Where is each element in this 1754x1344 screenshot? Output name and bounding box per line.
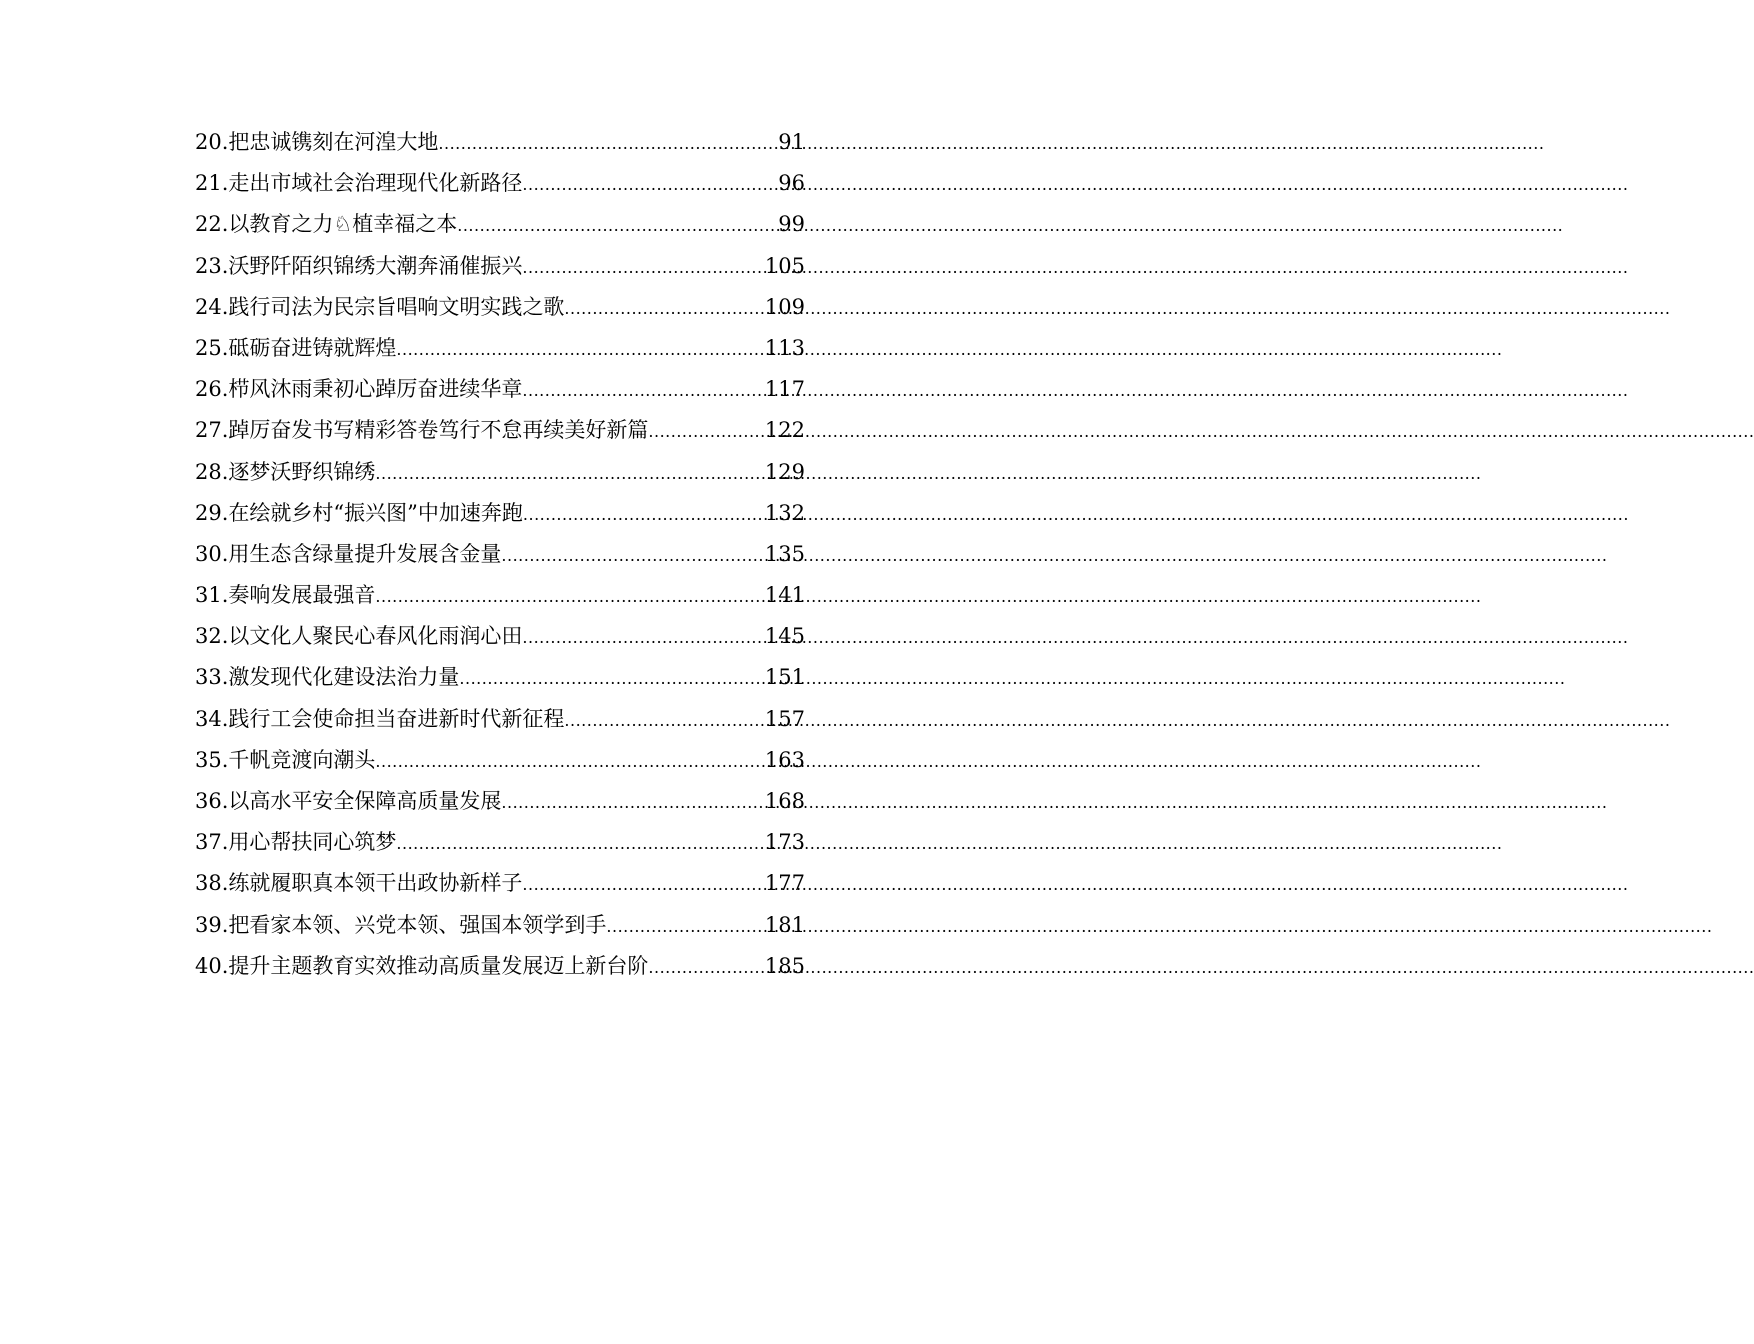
toc-entry[interactable] bbox=[195, 204, 805, 245]
toc-entry-title: 逐梦沃野织锦绣 bbox=[228, 459, 376, 484]
toc-entry-title: 沃野阡陌织锦绣大潮奔涌催振兴 bbox=[228, 253, 523, 278]
toc-entry-number: 30. bbox=[195, 541, 229, 566]
toc-entry-page: 132 bbox=[764, 500, 805, 525]
toc-dot-leader bbox=[648, 411, 765, 452]
toc-entry-page: 145 bbox=[764, 624, 805, 649]
toc-entry-number: 31. bbox=[195, 583, 229, 608]
toc-entry-number: 38. bbox=[195, 871, 229, 896]
toc-entry-title: 走出市域社会治理现代化新路径 bbox=[228, 171, 523, 196]
toc-entry-number: 32. bbox=[195, 624, 229, 649]
toc-dot-leader bbox=[522, 164, 778, 205]
toc-dot-leader bbox=[501, 782, 765, 823]
toc-entry-number: 25. bbox=[195, 335, 229, 360]
toc-dot-leader bbox=[522, 370, 765, 411]
toc-entry-number: 21. bbox=[195, 171, 229, 196]
toc-entry-page: 141 bbox=[764, 583, 805, 608]
toc-entry[interactable] bbox=[195, 905, 805, 946]
toc-entry-title: 踔厉奋发书写精彩答卷笃行不怠再续美好新篇 bbox=[228, 418, 649, 443]
toc-entry[interactable] bbox=[195, 287, 805, 328]
toc-entry-page: 105 bbox=[764, 253, 805, 278]
toc-entry-title: 用心帮扶同心筑梦 bbox=[228, 830, 397, 855]
toc-entry-page: 113 bbox=[764, 335, 805, 360]
toc-entry-title: 践行工会使命担当奋进新时代新征程 bbox=[228, 706, 565, 731]
toc-dot-leader bbox=[375, 576, 765, 617]
toc-entry-page: 109 bbox=[764, 294, 805, 319]
toc-entry-page: 185 bbox=[764, 953, 805, 978]
toc-entry-title: 栉风沐雨秉初心踔厉奋进续华章 bbox=[228, 377, 523, 402]
toc-entry[interactable] bbox=[195, 616, 805, 657]
toc-entry-number: 33. bbox=[195, 665, 229, 690]
toc-entry[interactable] bbox=[195, 163, 805, 204]
toc-entry-number: 40. bbox=[195, 953, 229, 978]
toc-entry-page: 157 bbox=[764, 706, 805, 731]
toc-entry-title: 奏响发展最强音 bbox=[228, 583, 376, 608]
toc-entry-page: 96 bbox=[778, 171, 805, 196]
toc-entry-title: 激发现代化建设法治力量 bbox=[228, 665, 460, 690]
toc-entry-title: 把看家本领、兴党本领、强国本领学到手 bbox=[228, 912, 607, 937]
toc-entry-page: 91 bbox=[778, 130, 805, 154]
toc-dot-leader bbox=[501, 535, 765, 576]
toc-entry-page: 163 bbox=[764, 747, 805, 772]
toc-entry-number: 24. bbox=[195, 294, 229, 319]
toc-entry-number: 39. bbox=[195, 912, 229, 937]
toc-entry[interactable] bbox=[195, 575, 805, 616]
toc-entry[interactable] bbox=[195, 493, 805, 534]
toc-dot-leader bbox=[522, 864, 765, 905]
toc-dot-leader bbox=[522, 617, 765, 658]
toc-entry-number: 27. bbox=[195, 418, 229, 443]
toc-entry-number: 20. bbox=[195, 130, 229, 154]
toc-entry-title: 在绘就乡村“振兴图”中加速奔跑 bbox=[228, 500, 523, 525]
toc-entry-page: 117 bbox=[764, 377, 805, 402]
toc-entry-title: 践行司法为民宗旨唱响文明实践之歌 bbox=[228, 294, 565, 319]
toc-entry-page: 122 bbox=[764, 418, 805, 443]
toc-entry-page: 151 bbox=[764, 665, 805, 690]
table-of-contents bbox=[195, 122, 805, 987]
toc-dot-leader bbox=[396, 329, 765, 370]
toc-dot-leader bbox=[648, 947, 765, 988]
toc-entry[interactable] bbox=[195, 369, 805, 410]
toc-entry-page: 181 bbox=[764, 912, 805, 937]
toc-entry-title: 提升主题教育实效推动高质量发展迈上新台阶 bbox=[228, 953, 649, 978]
toc-entry-page: 99 bbox=[778, 212, 805, 237]
toc-entry-number: 23. bbox=[195, 253, 229, 278]
toc-entry[interactable] bbox=[195, 781, 805, 822]
toc-entry-page: 177 bbox=[764, 871, 805, 896]
toc-entry[interactable] bbox=[195, 410, 805, 451]
toc-entry-number: 29. bbox=[195, 500, 229, 525]
toc-entry-number: 26. bbox=[195, 377, 229, 402]
toc-entry[interactable] bbox=[195, 863, 805, 904]
toc-entry-number: 22. bbox=[195, 212, 229, 237]
toc-entry[interactable] bbox=[195, 822, 805, 863]
toc-dot-leader bbox=[375, 741, 765, 782]
toc-entry-number: 28. bbox=[195, 459, 229, 484]
toc-entry-page: 135 bbox=[764, 541, 805, 566]
toc-entry-page: 129 bbox=[764, 459, 805, 484]
toc-entry-title: 练就履职真本领干出政协新样子 bbox=[228, 871, 523, 896]
toc-dot-leader bbox=[459, 658, 765, 699]
toc-entry-title: 千帆竞渡向潮头 bbox=[228, 747, 376, 772]
toc-entry-number: 35. bbox=[195, 747, 229, 772]
toc-dot-leader bbox=[375, 453, 765, 494]
toc-dot-leader bbox=[457, 205, 778, 246]
toc-entry[interactable] bbox=[195, 740, 805, 781]
toc-entry[interactable] bbox=[195, 122, 805, 163]
toc-entry[interactable] bbox=[195, 452, 805, 493]
toc-dot-leader bbox=[396, 823, 765, 864]
toc-entry[interactable] bbox=[195, 946, 805, 987]
toc-dot-leader bbox=[522, 247, 765, 288]
toc-dot-leader bbox=[564, 700, 765, 741]
toc-dot-leader bbox=[564, 288, 765, 329]
toc-entry-page: 173 bbox=[764, 830, 805, 855]
toc-dot-leader bbox=[606, 906, 765, 947]
toc-dot-leader bbox=[438, 123, 778, 164]
toc-entry[interactable] bbox=[195, 657, 805, 698]
toc-entry[interactable] bbox=[195, 246, 805, 287]
toc-entry-title: 砥砺奋进铸就辉煌 bbox=[228, 335, 397, 360]
toc-entry-title: 以文化人聚民心春风化雨润心田 bbox=[228, 624, 523, 649]
toc-entry-title: 以教育之力♘植幸福之本 bbox=[228, 212, 458, 237]
toc-entry-title: 以高水平安全保障高质量发展 bbox=[228, 789, 502, 813]
toc-entry-number: 36. bbox=[195, 789, 229, 813]
toc-entry-number: 37. bbox=[195, 830, 229, 855]
toc-entry-number: 34. bbox=[195, 706, 229, 731]
toc-entry[interactable] bbox=[195, 699, 805, 740]
toc-dot-leader bbox=[523, 494, 765, 535]
toc-entry-title: 把忠诚镌刻在河湟大地 bbox=[228, 130, 439, 154]
toc-entry[interactable] bbox=[195, 534, 805, 575]
toc-entry-page: 168 bbox=[764, 789, 805, 813]
toc-entry-title: 用生态含绿量提升发展含金量 bbox=[228, 541, 502, 566]
toc-entry[interactable] bbox=[195, 328, 805, 369]
